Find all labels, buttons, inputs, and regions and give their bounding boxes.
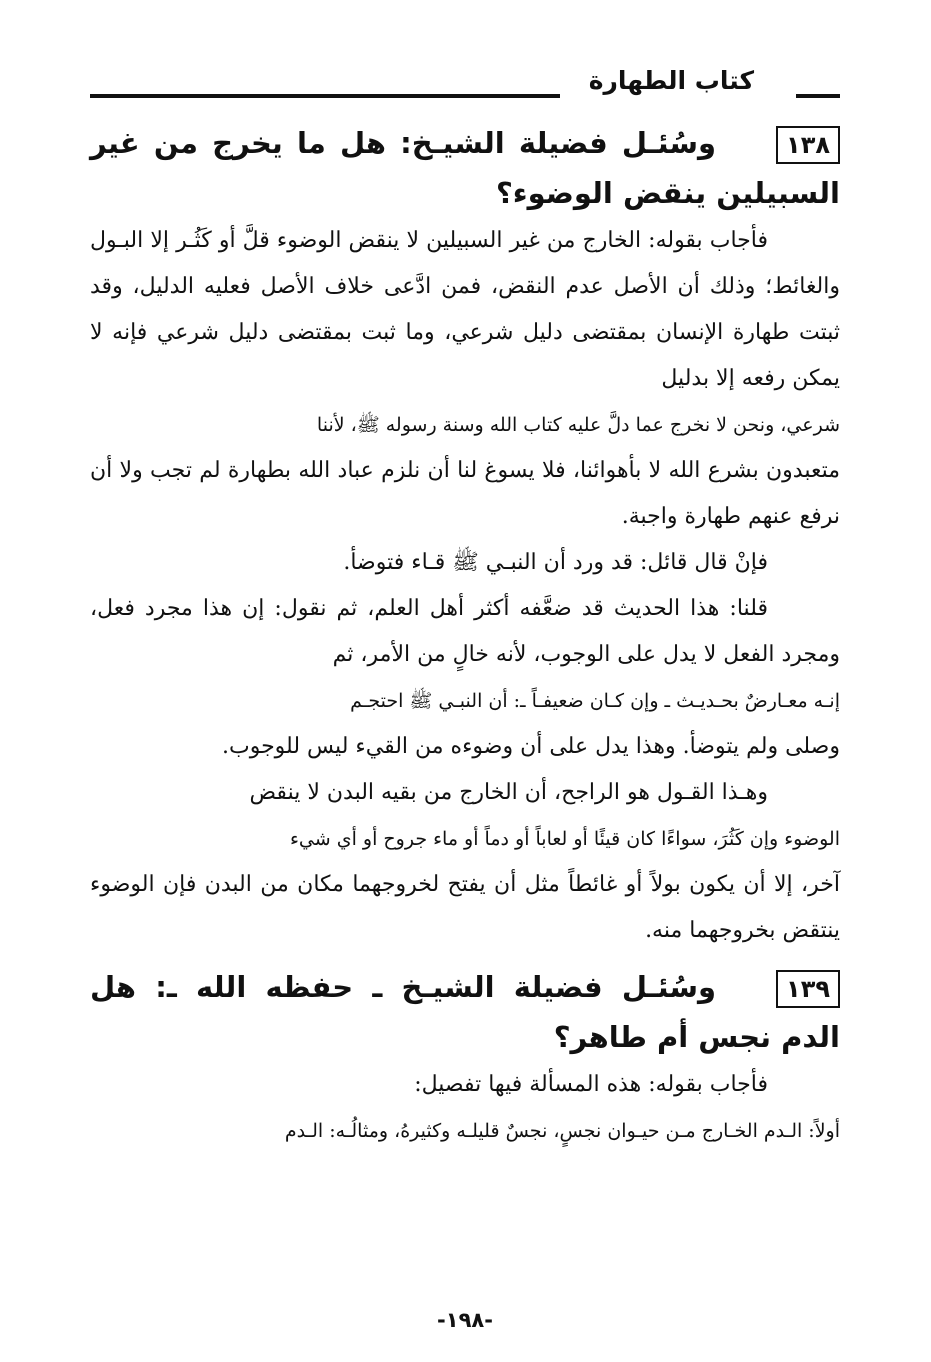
answer-line: شرعي، ونحن لا نخرج عما دلَّ عليه كتاب الله وسنة رسوله ﷺ، لأننا [316,414,840,436]
question-text: وسُئـل فضيلة الشيـخ ـ حفظه الله ـ: هل الدم نجس أم طاهر؟ [90,970,840,1054]
answer-paragraph: فأجاب بقوله: هذه المسألة فيها تفصيل: [414,1072,768,1097]
reply-paragraph: قلنا: هذا الحديث قد ضعَّفه أكثر أهل العلم، ثم نقول: إن هذا مجرد فعل، ومجرد الفعل لا يدل على الوجوب، لأنه خالٍ من الأمر، ثم [90,596,840,667]
question-139 [90,962,840,1154]
conclusion-line: آخر، إلا أن يكون بولاً أو غائطاً مثل أن يفتح لخروجهما مكان من البدن فإن الوضوء ينتقض بخروجهما منه. [90,872,840,943]
book-page [90,60,840,1332]
chapter-title: كتاب الطهارة [588,66,754,95]
question-heading [90,118,840,218]
answer-paragraph: متعبدون بشرع الله لا بأهوائنا، فلا يسوغ لنا أن نلزم عباد الله بطهارة لم تجب ولا أن نرفع عنهم طهارة واجبة. [90,458,840,529]
question-138 [90,118,840,954]
answer-paragraph: فأجاب بقوله: الخارج من غير السبيلين لا ينقض الوضوء قلَّ أو كَثُـر إلا البـول والغائط؛ وذلك أن الأصل عدم النقض، فمن ادَّعى خلاف الأصل فعليه الدليل، وقد ثبتت طهارة الإنسان بمقتضى دليل شرعي، وما ثبت بمقتضى دليل شرعي فإنه لا يمكن رفعه إلا بدليل [90,228,840,391]
answer-line: أولاً: الـدم الخـارج مـن حيـوان نجسٍ، نجسٌ قليلـه وكثيرهُ، ومثالُـه: الـدم [284,1120,840,1142]
objection-paragraph: فإنْ قال قائل: قد ورد أن النبـي ﷺ قـاء فتوضأ. [343,550,768,575]
conclusion-line: الوضوء وإن كَثُرَ، سواءًا كان قيئًا أو لعاباً أو دماً أو ماء جروح أو أي شيء [290,828,840,850]
header-rule [90,94,560,98]
conclusion-paragraph: وهـذا القـول هو الراجح، أن الخارج من بقيه البدن لا ينقض [249,780,768,805]
question-number: ١٣٩ [776,970,840,1008]
running-header [90,60,840,110]
header-dash [796,94,840,98]
page-number: -١٩٨- [437,1308,493,1332]
question-number: ١٣٨ [776,126,840,164]
reply-line: وصلى ولم يتوضأ. وهذا يدل على أن وضوءه من القيء ليس للوجوب. [222,734,840,759]
reply-line: إنـه معـارضٌ بحـديـث ـ وإن كـان ضعيفـاً ـ: أن النبـي ﷺ احتجـم [350,690,840,712]
question-text: وسُئـل فضيلة الشيـخ: هل ما يخرج من غير السبيلين ينقض الوضوء؟ [90,126,840,210]
question-heading [90,962,840,1062]
